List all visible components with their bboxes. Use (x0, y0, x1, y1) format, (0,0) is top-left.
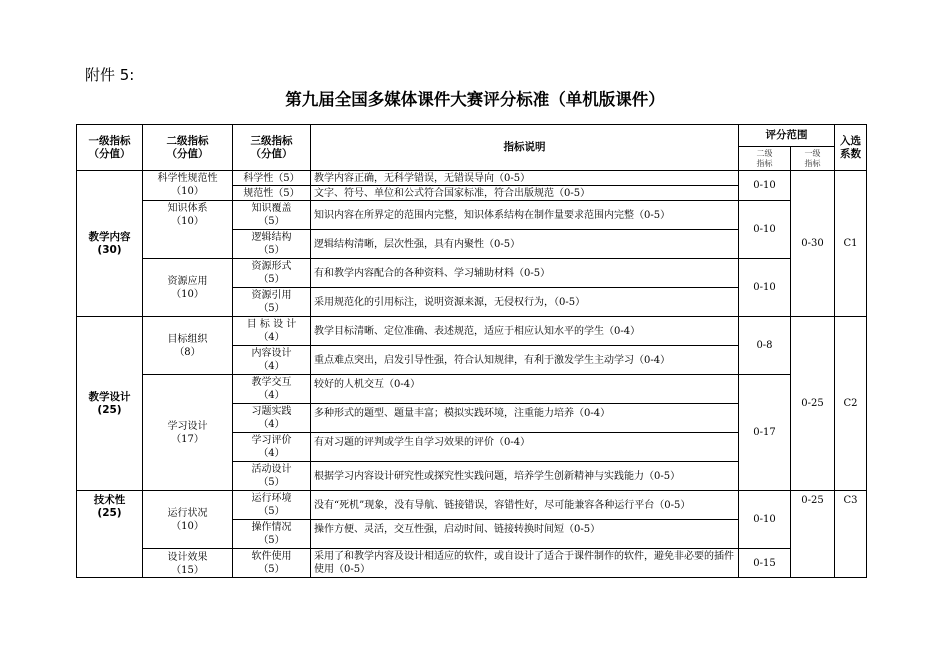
header-level1: 一级指标 （分值） (77, 125, 143, 171)
level1-score-cell: 0-25 (791, 491, 835, 578)
header-level2: 二级指标 （分值） (143, 125, 233, 171)
level2-cell: 学习设计 （17） (143, 375, 233, 491)
header-score-level2: 二级 指标 (739, 147, 791, 171)
description-cell: 文字、符号、单位和公式符合国家标准，符合出版规范（0-5） (311, 186, 739, 201)
level3-cell: 资源引用 （5） (233, 288, 311, 317)
level3-cell: 教学交互 （4） (233, 375, 311, 404)
level1-cell: 教学设计 (25) (77, 317, 143, 491)
level2-cell: 运行状况 （10） (143, 491, 233, 549)
description-cell: 知识内容在所界定的范围内完整，知识体系结构在制作量要求范围内完整（0-5） (311, 201, 739, 230)
level3-cell: 操作情况 （5） (233, 520, 311, 549)
level2-cell: 资源应用 （10） (143, 259, 233, 317)
header-level3: 三级指标 （分值） (233, 125, 311, 171)
level2-cell: 知识体系 （10） (143, 201, 233, 259)
level3-cell: 软件使用 （5） (233, 549, 311, 578)
description-cell: 逻辑结构清晰，层次性强，具有内聚性（0-5） (311, 230, 739, 259)
level3-cell: 运行环境 （5） (233, 491, 311, 520)
level3-cell: 活动设计 （5） (233, 462, 311, 491)
level2-score-cell: 0-17 (739, 375, 791, 491)
description-cell: 较好的人机交互（0-4） (311, 375, 739, 404)
level2-score-cell: 0-10 (739, 491, 791, 549)
page-title: 第九届全国多媒体课件大赛评分标准（单机版课件） (285, 90, 665, 109)
scoring-table (76, 124, 867, 578)
level2-score-cell: 0-8 (739, 317, 791, 375)
table-row (77, 375, 867, 404)
description-cell: 教学内容正确，无科学错误，无错误导向（0-5） (311, 171, 739, 186)
level1-score-cell: 0-25 (791, 317, 835, 491)
description-cell: 采用了和教学内容及设计相适应的软件，或自设计了适合于课件制作的软件，避免非必要的插件使用（0-5） (311, 549, 739, 578)
description-cell: 采用规范化的引用标注，说明资源来源，无侵权行为，（0-5） (311, 288, 739, 317)
description-cell: 根据学习内容设计研究性或探究性实践问题，培养学生创新精神与实践能力（0-5） (311, 462, 739, 491)
coefficient-cell: C3 (835, 491, 867, 578)
header-row (77, 125, 867, 147)
level2-cell: 设计效果 （15） (143, 549, 233, 578)
table-row (77, 549, 867, 578)
header-coefficient: 入选 系数 (835, 125, 867, 171)
attachment-label: 附件 5: (85, 66, 135, 84)
level2-score-cell: 0-10 (739, 259, 791, 317)
level2-cell: 目标组织 （8） (143, 317, 233, 375)
description-cell: 操作方便、灵活，交互性强，启动时间、链接转换时间短（0-5） (311, 520, 739, 549)
level3-cell: 知识覆盖 （5） (233, 201, 311, 230)
level1-cell: 技术性 (25) (77, 491, 143, 578)
header-score-range: 评分范围 (739, 125, 835, 147)
table-row (77, 171, 867, 186)
header-description: 指标说明 (311, 125, 739, 171)
level3-cell: 逻辑结构 （5） (233, 230, 311, 259)
description-cell: 没有“死机”现象，没有导航、链接错误，容错性好，尽可能兼容各种运行平台（0-5） (311, 491, 739, 520)
level3-cell: 规范性（5） (233, 186, 311, 201)
description-cell: 多种形式的题型、题量丰富；模拟实践环境，注重能力培养（0-4） (311, 404, 739, 433)
coefficient-cell: C2 (835, 317, 867, 491)
level3-cell: 科学性（5） (233, 171, 311, 186)
table-row (77, 259, 867, 288)
level3-cell: 资源形式 （5） (233, 259, 311, 288)
level3-cell: 习题实践 （4） (233, 404, 311, 433)
level1-score-cell: 0-30 (791, 171, 835, 317)
level2-score-cell: 0-15 (739, 549, 791, 578)
table-row (77, 201, 867, 230)
level3-cell: 内容设计 （4） (233, 346, 311, 375)
level2-score-cell: 0-10 (739, 201, 791, 259)
level3-cell: 目 标 设 计 （4） (233, 317, 311, 346)
level2-score-cell: 0-10 (739, 171, 791, 201)
description-cell: 重点难点突出，启发引导性强，符合认知规律，有利于激发学生主动学习（0-4） (311, 346, 739, 375)
description-cell: 有对习题的评判或学生自学习效果的评价（0-4） (311, 433, 739, 462)
table-row (77, 317, 867, 346)
description-cell: 有和教学内容配合的各种资料、学习辅助材料（0-5） (311, 259, 739, 288)
header-score-level1: 一级 指标 (791, 147, 835, 171)
coefficient-cell: C1 (835, 171, 867, 317)
level1-cell: 教学内容 (30) (77, 171, 143, 317)
level2-cell: 科学性规范性 （10） (143, 171, 233, 201)
level3-cell: 学习评价 （4） (233, 433, 311, 462)
description-cell: 教学目标清晰、定位准确、表述规范，适应于相应认知水平的学生（0-4） (311, 317, 739, 346)
table-row (77, 491, 867, 520)
